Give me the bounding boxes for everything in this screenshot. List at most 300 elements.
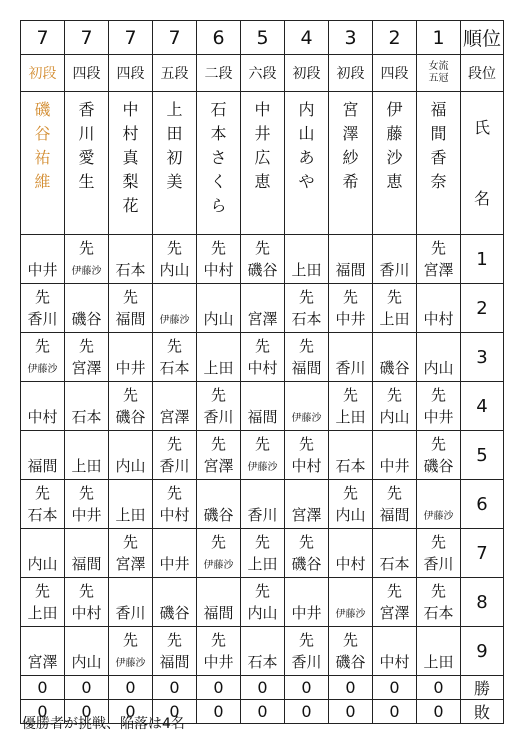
rank-cell: 2 <box>373 21 417 55</box>
given-name: 香奈 <box>430 148 447 191</box>
wins-cell: 0 <box>153 676 197 700</box>
name-header-top: 氏 <box>473 117 490 137</box>
rank-cell: 7 <box>65 21 109 55</box>
sente-mark: 先 <box>210 631 226 649</box>
match-cell <box>285 284 329 333</box>
given-name: 梨花 <box>122 172 139 215</box>
player-name <box>21 92 64 234</box>
opponent-name: 中井 <box>27 261 58 279</box>
losses-cell: 0 <box>241 700 285 724</box>
match-cell <box>109 529 153 578</box>
sente-mark: 先 <box>386 582 402 600</box>
opponent-name: 内山 <box>27 555 58 573</box>
opponent-name: 磯谷 <box>291 555 322 573</box>
opponent-name: 福間 <box>115 310 146 328</box>
sente-mark: 先 <box>254 533 270 551</box>
dan-cell <box>417 55 461 92</box>
opponent-name: 伊藤沙 <box>203 560 234 571</box>
opponent-name: 伊藤沙 <box>335 609 366 620</box>
sente-mark: 先 <box>342 288 358 306</box>
opponent-name: 香川 <box>159 457 190 475</box>
opponent-name: 上田 <box>247 555 278 573</box>
player-name <box>109 92 152 234</box>
rank-cell: 1 <box>417 21 461 55</box>
opponent-name: 磯谷 <box>115 408 146 426</box>
match-cell <box>417 480 461 529</box>
opponent-name: 磯谷 <box>203 506 234 524</box>
dan-cell <box>373 55 417 92</box>
match-cell <box>241 382 285 431</box>
opponent-name: 上田 <box>27 604 58 622</box>
round-row <box>21 480 504 529</box>
round-row <box>21 382 504 431</box>
opponent-name: 中井 <box>71 506 102 524</box>
opponent-name: 福間 <box>291 359 322 377</box>
match-cell <box>417 529 461 578</box>
match-cell <box>373 578 417 627</box>
match-cell <box>21 382 65 431</box>
given-name: 愛生 <box>78 148 95 191</box>
match-cell <box>21 235 65 284</box>
round-row <box>21 284 504 333</box>
rank-header: 順位 <box>461 21 504 55</box>
wins-cell: 0 <box>65 676 109 700</box>
sente-mark: 先 <box>210 239 226 257</box>
round-row <box>21 627 504 676</box>
match-cell <box>65 382 109 431</box>
league-table <box>20 20 504 724</box>
opponent-name: 石本 <box>335 457 366 475</box>
opponent-name: 磯谷 <box>379 359 410 377</box>
match-cell <box>197 578 241 627</box>
opponent-name: 伊藤沙 <box>159 315 190 326</box>
opponent-name: 宮澤 <box>379 604 410 622</box>
dan-label: 初段 <box>336 66 365 82</box>
sente-mark: 先 <box>122 386 138 404</box>
opponent-name: 中井 <box>115 359 146 377</box>
match-cell <box>285 627 329 676</box>
wins-row <box>21 676 504 700</box>
dan-cell <box>197 55 241 92</box>
wins-cell: 0 <box>417 676 461 700</box>
match-cell <box>241 431 285 480</box>
opponent-name: 中井 <box>203 653 234 671</box>
opponent-name: 宮澤 <box>115 555 146 573</box>
sente-mark: 先 <box>34 582 50 600</box>
match-cell <box>21 333 65 382</box>
family-name: 福間 <box>430 100 447 143</box>
losses-cell: 0 <box>197 700 241 724</box>
opponent-name: 磯谷 <box>159 604 190 622</box>
opponent-name: 宮澤 <box>71 359 102 377</box>
match-cell <box>21 627 65 676</box>
opponent-name: 上田 <box>115 506 146 524</box>
rank-row <box>21 21 504 55</box>
match-cell <box>329 529 373 578</box>
sente-mark: 先 <box>210 435 226 453</box>
match-cell <box>373 333 417 382</box>
match-cell <box>21 480 65 529</box>
dan-cell <box>329 55 373 92</box>
match-cell <box>153 382 197 431</box>
losses-cell: 0 <box>65 700 109 724</box>
sente-mark: 先 <box>34 337 50 355</box>
sente-mark: 先 <box>298 337 314 355</box>
sente-mark: 先 <box>34 484 50 502</box>
wins-cell: 0 <box>197 676 241 700</box>
opponent-name: 中村 <box>71 604 102 622</box>
opponent-name: 中井 <box>159 555 190 573</box>
opponent-name: 香川 <box>335 359 366 377</box>
losses-cell: 0 <box>21 700 65 724</box>
match-cell <box>153 627 197 676</box>
sente-mark: 先 <box>122 533 138 551</box>
sente-mark: 先 <box>166 631 182 649</box>
dan-label: 六段 <box>248 66 277 82</box>
opponent-name: 上田 <box>423 653 454 671</box>
match-cell <box>373 480 417 529</box>
sente-mark: 先 <box>342 484 358 502</box>
round-row <box>21 431 504 480</box>
sente-mark: 先 <box>254 337 270 355</box>
opponent-name: 香川 <box>291 653 322 671</box>
sente-mark: 先 <box>254 435 270 453</box>
opponent-name: 磯谷 <box>335 653 366 671</box>
rank-cell: 3 <box>329 21 373 55</box>
dan-cell <box>65 55 109 92</box>
opponent-name: 内山 <box>71 653 102 671</box>
opponent-name: 内山 <box>379 408 410 426</box>
match-cell <box>153 480 197 529</box>
match-cell <box>417 333 461 382</box>
opponent-name: 中村 <box>159 506 190 524</box>
match-cell <box>153 578 197 627</box>
sente-mark: 先 <box>386 288 402 306</box>
name-cell <box>417 92 461 235</box>
opponent-name: 福間 <box>379 506 410 524</box>
sente-mark: 先 <box>122 631 138 649</box>
dan-label: 初段 <box>28 66 57 82</box>
name-cell <box>65 92 109 235</box>
opponent-name: 香川 <box>423 555 454 573</box>
opponent-name: 内山 <box>423 359 454 377</box>
losses-cell: 0 <box>417 700 461 724</box>
match-cell <box>373 529 417 578</box>
losses-header: 敗 <box>461 700 504 724</box>
round-row <box>21 578 504 627</box>
match-cell <box>241 235 285 284</box>
sente-mark: 先 <box>254 239 270 257</box>
match-cell <box>153 431 197 480</box>
losses-cell: 0 <box>109 700 153 724</box>
opponent-name: 石本 <box>423 604 454 622</box>
opponent-name: 香川 <box>203 408 234 426</box>
family-name: 中村真 <box>122 100 139 167</box>
opponent-name: 福間 <box>203 604 234 622</box>
match-cell <box>65 480 109 529</box>
rank-cell: 7 <box>21 21 65 55</box>
player-name <box>373 92 416 234</box>
match-cell <box>329 382 373 431</box>
match-cell <box>241 627 285 676</box>
opponent-name: 上田 <box>379 310 410 328</box>
match-cell <box>329 480 373 529</box>
name-cell <box>109 92 153 235</box>
match-cell <box>21 529 65 578</box>
opponent-name: 内山 <box>335 506 366 524</box>
match-cell <box>65 431 109 480</box>
name-cell <box>373 92 417 235</box>
match-cell <box>153 529 197 578</box>
wins-cell: 0 <box>285 676 329 700</box>
opponent-name: 伊藤沙 <box>71 266 102 277</box>
match-cell <box>153 284 197 333</box>
round-number: 5 <box>461 431 504 480</box>
round-number: 7 <box>461 529 504 578</box>
dan-label: 四段 <box>72 66 101 82</box>
family-name: 中井 <box>254 100 271 143</box>
opponent-name: 福間 <box>71 555 102 573</box>
match-cell <box>285 431 329 480</box>
rank-cell: 7 <box>109 21 153 55</box>
match-cell <box>285 382 329 431</box>
dan-label: 女流五冠 <box>428 61 449 84</box>
match-cell <box>329 235 373 284</box>
player-name <box>65 92 108 234</box>
sente-mark: 先 <box>298 631 314 649</box>
sente-mark: 先 <box>254 582 270 600</box>
wins-cell: 0 <box>241 676 285 700</box>
losses-cell: 0 <box>153 700 197 724</box>
opponent-name: 磯谷 <box>71 310 102 328</box>
match-cell <box>197 284 241 333</box>
match-cell <box>241 284 285 333</box>
opponent-name: 内山 <box>159 261 190 279</box>
opponent-name: 香川 <box>115 604 146 622</box>
sente-mark: 先 <box>298 435 314 453</box>
opponent-name: 石本 <box>291 310 322 328</box>
match-cell <box>373 627 417 676</box>
round-number: 1 <box>461 235 504 284</box>
match-cell <box>21 431 65 480</box>
opponent-name: 上田 <box>291 261 322 279</box>
opponent-name: 中井 <box>291 604 322 622</box>
wins-cell: 0 <box>21 676 65 700</box>
match-cell <box>373 235 417 284</box>
opponent-name: 中村 <box>335 555 366 573</box>
player-name <box>285 92 328 234</box>
match-cell <box>241 529 285 578</box>
sente-mark: 先 <box>430 239 446 257</box>
match-cell <box>65 627 109 676</box>
dan-cell <box>153 55 197 92</box>
opponent-name: 上田 <box>203 359 234 377</box>
opponent-name: 上田 <box>335 408 366 426</box>
match-cell <box>153 333 197 382</box>
opponent-name: 福間 <box>159 653 190 671</box>
round-number: 8 <box>461 578 504 627</box>
match-cell <box>329 627 373 676</box>
dan-cell <box>285 55 329 92</box>
round-row <box>21 333 504 382</box>
opponent-name: 磯谷 <box>423 457 454 475</box>
sente-mark: 先 <box>210 533 226 551</box>
name-cell <box>197 92 241 235</box>
given-name: 祐維 <box>34 148 51 191</box>
given-name: 広恵 <box>254 148 271 191</box>
opponent-name: 宮澤 <box>159 408 190 426</box>
match-cell <box>417 235 461 284</box>
match-cell <box>285 480 329 529</box>
dan-cell <box>21 55 65 92</box>
sente-mark: 先 <box>430 435 446 453</box>
sente-mark: 先 <box>430 582 446 600</box>
name-cell <box>285 92 329 235</box>
match-cell <box>109 431 153 480</box>
opponent-name: 伊藤沙 <box>27 364 58 375</box>
wins-cell: 0 <box>373 676 417 700</box>
match-cell <box>241 578 285 627</box>
opponent-name: 中井 <box>379 457 410 475</box>
sente-mark: 先 <box>386 484 402 502</box>
player-name <box>329 92 372 234</box>
opponent-name: 内山 <box>247 604 278 622</box>
sente-mark: 先 <box>34 288 50 306</box>
opponent-name: 内山 <box>203 310 234 328</box>
match-cell <box>197 431 241 480</box>
family-name: 宮澤 <box>342 100 359 143</box>
rank-cell: 4 <box>285 21 329 55</box>
match-cell <box>197 382 241 431</box>
sente-mark: 先 <box>78 239 94 257</box>
match-cell <box>153 235 197 284</box>
opponent-name: 石本 <box>379 555 410 573</box>
match-cell <box>65 333 109 382</box>
sente-mark: 先 <box>430 386 446 404</box>
dan-row <box>21 55 504 92</box>
wins-header: 勝 <box>461 676 504 700</box>
opponent-name: 磯谷 <box>247 261 278 279</box>
match-cell <box>417 627 461 676</box>
family-name: 香川 <box>78 100 95 143</box>
opponent-name: 中村 <box>379 653 410 671</box>
dan-label: 二段 <box>204 66 233 82</box>
sente-mark: 先 <box>78 484 94 502</box>
sente-mark: 先 <box>430 533 446 551</box>
opponent-name: 伊藤沙 <box>423 511 454 522</box>
opponent-name: 宮澤 <box>203 457 234 475</box>
opponent-name: 中井 <box>335 310 366 328</box>
match-cell <box>285 529 329 578</box>
match-cell <box>285 333 329 382</box>
opponent-name: 石本 <box>247 653 278 671</box>
dan-label: 四段 <box>380 66 409 82</box>
match-cell <box>109 627 153 676</box>
opponent-name: 伊藤沙 <box>291 413 322 424</box>
match-cell <box>65 578 109 627</box>
given-name: さくら <box>210 148 227 215</box>
match-cell <box>373 431 417 480</box>
match-cell <box>197 235 241 284</box>
family-name: 石本 <box>210 100 227 143</box>
opponent-name: 石本 <box>159 359 190 377</box>
match-cell <box>197 480 241 529</box>
match-cell <box>65 529 109 578</box>
losses-cell: 0 <box>373 700 417 724</box>
match-cell <box>197 333 241 382</box>
sente-mark: 先 <box>166 435 182 453</box>
match-cell <box>417 578 461 627</box>
opponent-name: 中村 <box>423 310 454 328</box>
dan-cell <box>109 55 153 92</box>
sente-mark: 先 <box>298 288 314 306</box>
league-table-body <box>21 21 504 724</box>
match-cell <box>109 333 153 382</box>
player-name <box>417 92 460 234</box>
match-cell <box>197 529 241 578</box>
dan-cell <box>241 55 285 92</box>
rank-cell: 6 <box>197 21 241 55</box>
losses-cell: 0 <box>285 700 329 724</box>
player-name <box>241 92 284 234</box>
opponent-name: 中井 <box>423 408 454 426</box>
match-cell <box>21 284 65 333</box>
player-name <box>197 92 240 234</box>
sente-mark: 先 <box>210 386 226 404</box>
name-cell <box>153 92 197 235</box>
opponent-name: 福間 <box>335 261 366 279</box>
opponent-name: 内山 <box>115 457 146 475</box>
opponent-name: 中村 <box>247 359 278 377</box>
match-cell <box>417 284 461 333</box>
opponent-name: 石本 <box>71 408 102 426</box>
match-cell <box>329 333 373 382</box>
wins-cell: 0 <box>109 676 153 700</box>
losses-cell: 0 <box>329 700 373 724</box>
match-cell <box>329 431 373 480</box>
match-cell <box>329 578 373 627</box>
sente-mark: 先 <box>166 239 182 257</box>
sente-mark: 先 <box>166 484 182 502</box>
match-cell <box>373 382 417 431</box>
match-cell <box>65 284 109 333</box>
name-header-bottom: 名 <box>473 188 490 208</box>
sente-mark: 先 <box>78 337 94 355</box>
name-row <box>21 92 504 235</box>
opponent-name: 香川 <box>247 506 278 524</box>
opponent-name: 伊藤沙 <box>115 658 146 669</box>
match-cell <box>285 235 329 284</box>
wins-cell: 0 <box>329 676 373 700</box>
dan-label: 四段 <box>116 66 145 82</box>
sente-mark: 先 <box>78 582 94 600</box>
opponent-name: 福間 <box>247 408 278 426</box>
opponent-name: 石本 <box>115 261 146 279</box>
given-name: 沙恵 <box>386 148 403 191</box>
opponent-name: 香川 <box>27 310 58 328</box>
rank-cell: 7 <box>153 21 197 55</box>
dan-header: 段位 <box>461 55 504 92</box>
match-cell <box>109 480 153 529</box>
name-cell <box>241 92 285 235</box>
match-cell <box>109 382 153 431</box>
match-cell <box>109 578 153 627</box>
opponent-name: 伊藤沙 <box>247 462 278 473</box>
match-cell <box>21 578 65 627</box>
match-cell <box>329 284 373 333</box>
sente-mark: 先 <box>386 386 402 404</box>
dan-label: 初段 <box>292 66 321 82</box>
